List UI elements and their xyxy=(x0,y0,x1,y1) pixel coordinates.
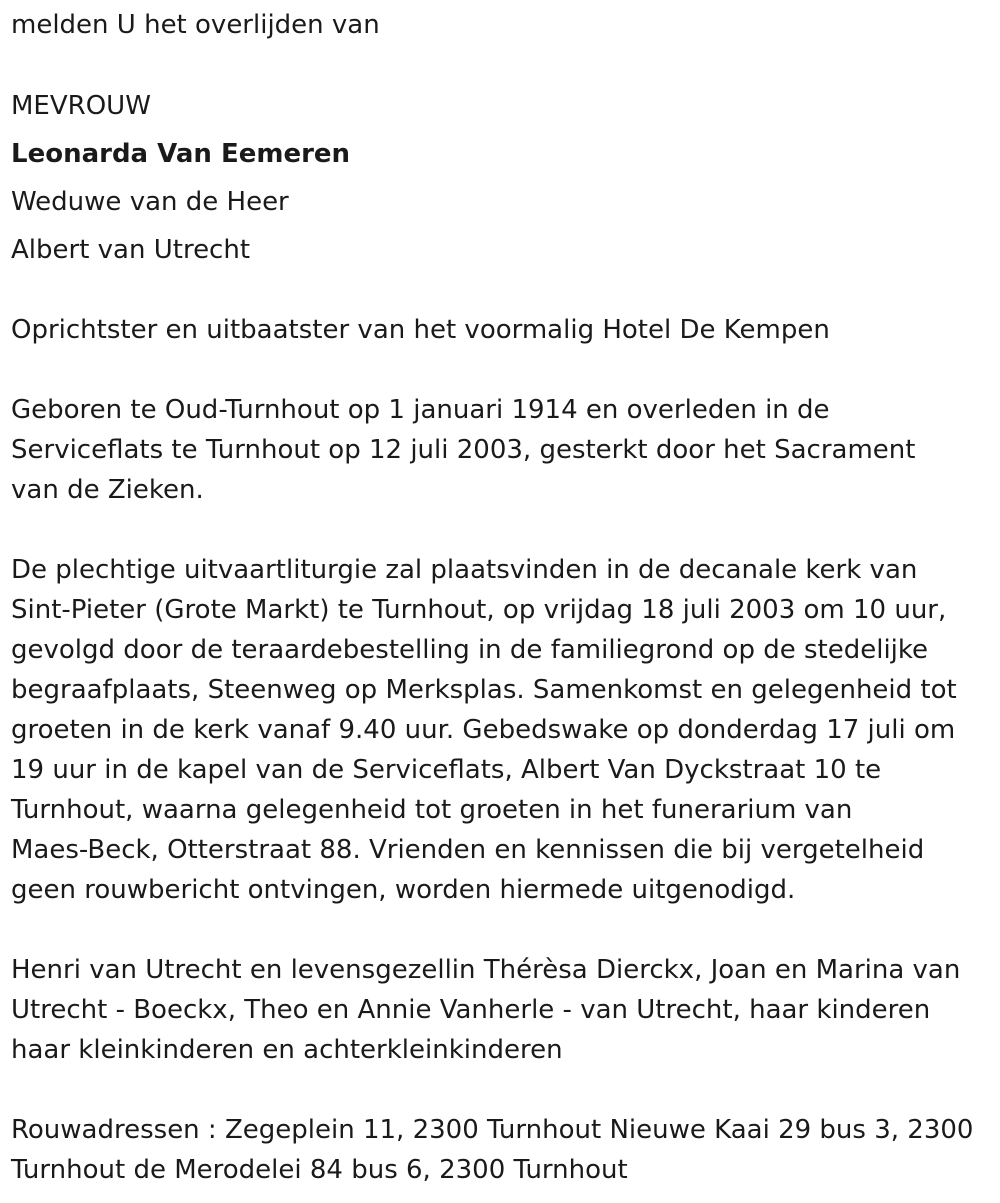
address-line: Rouwadressen : Zegeplein 11, 2300 Turnhout Nieuwe Kaai 29 bus 3, 2300 xyxy=(11,1115,974,1145)
ceremony-line: Turnhout, waarna gelegenheid tot groeten in het funerarium van xyxy=(11,795,853,825)
occupation-text: Oprichtster en uitbaatster van het voormalig Hotel De Kempen xyxy=(11,315,830,345)
ceremony-line: begraafplaats, Steenweg op Merksplas. Samenkomst en gelegenheid tot xyxy=(11,675,957,705)
address-line: Turnhout de Merodelei 84 bus 6, 2300 Turnhout xyxy=(11,1155,628,1185)
ceremony-line: De plechtige uitvaartliturgie zal plaatsvinden in de decanale kerk van xyxy=(11,555,918,585)
family-line: Utrecht - Boeckx, Theo en Annie Vanherle - van Utrecht, haar kinderen xyxy=(11,995,931,1025)
deceased-name: Leonarda Van Eemeren xyxy=(11,139,351,169)
intro-text: melden U het overlijden van xyxy=(11,10,380,40)
birth-death-line: Geboren te Oud-Turnhout op 1 januari 1914 en overleden in de xyxy=(11,395,830,425)
ceremony-line: groeten in de kerk vanaf 9.40 uur. Gebedswake op donderdag 17 juli om xyxy=(11,715,956,745)
family-line: haar kleinkinderen en achterkleinkinderen xyxy=(11,1035,563,1065)
ceremony-line: Sint-Pieter (Grote Markt) te Turnhout, op vrijdag 18 juli 2003 om 10 uur, xyxy=(11,595,947,625)
ceremony-line: 19 uur in de kapel van de Serviceflats, Albert Van Dyckstraat 10 te xyxy=(11,755,882,785)
ceremony-line: Maes-Beck, Otterstraat 88. Vrienden en kennissen die bij vergetelheid xyxy=(11,835,925,865)
title-word: MEVROUW xyxy=(11,91,151,121)
ceremony-line: geen rouwbericht ontvingen, worden hiermede uitgenodigd. xyxy=(11,875,796,905)
birth-death-line: van de Zieken. xyxy=(11,475,204,505)
family-line: Henri van Utrecht en levensgezellin Thérèsa Dierckx, Joan en Marina van xyxy=(11,955,961,985)
birth-death-line: Serviceflats te Turnhout op 12 juli 2003, gesterkt door het Sacrament xyxy=(11,435,916,465)
relation-line-2: Albert van Utrecht xyxy=(11,235,251,265)
ceremony-line: gevolgd door de teraardebestelling in de familiegrond op de stedelijke xyxy=(11,635,929,665)
relation-line-1: Weduwe van de Heer xyxy=(11,187,289,217)
